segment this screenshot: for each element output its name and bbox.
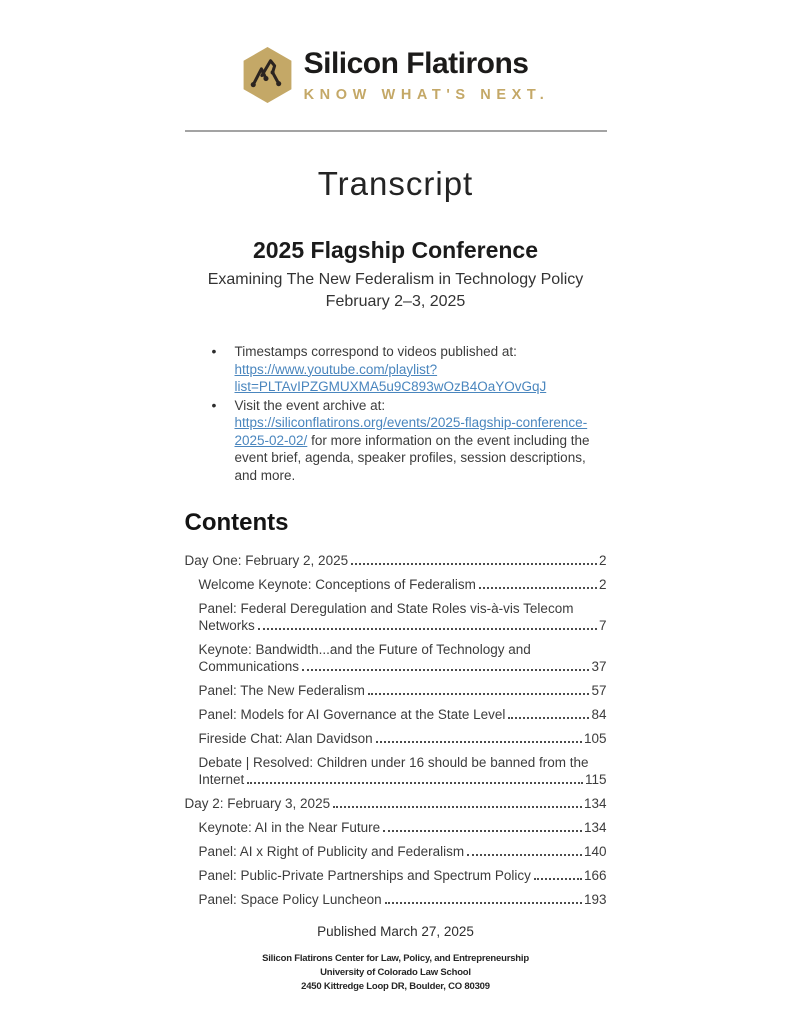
list-item: [185, 397, 607, 485]
toc-page-number: 140: [583, 844, 607, 859]
toc-entry-label: Day One: February 2, 2025: [184, 553, 349, 568]
contents-heading: Contents: [184, 509, 289, 536]
toc-dot-leader: [258, 628, 597, 630]
toc-page-number: 105: [583, 731, 607, 746]
mountain-peaks-icon: [242, 46, 293, 104]
footer-org: Silicon Flatirons Center for Law, Policy, and Entrepreneurship: [262, 953, 529, 964]
toc-entry: [199, 754, 607, 788]
toc-page-number: 57: [591, 683, 607, 698]
toc-entry-line: Panel: Federal Deregulation and State Roles vis-à-vis Telecom: [198, 601, 574, 616]
notes-list: [185, 343, 607, 484]
document-title: Transcript: [317, 165, 474, 202]
note-text: • Visit the event archive at:: [234, 397, 386, 413]
toc-entry: [199, 576, 607, 593]
event-subtitle: Examining The New Federalism in Technology Policy: [207, 271, 584, 288]
document-footer: [0, 952, 791, 995]
toc-dot-leader: [467, 854, 582, 856]
toc-page-number: 115: [584, 772, 607, 787]
toc-entry-label: Keynote: AI in the Near Future: [198, 820, 381, 835]
toc-dot-leader: [508, 717, 589, 719]
toc-entry: [199, 730, 607, 747]
footer-school: University of Colorado Law School: [320, 967, 471, 979]
toc-entry-label: Internet: [198, 772, 245, 787]
toc-page-number: 2: [598, 553, 607, 568]
toc-entry-label: Networks: [198, 618, 255, 633]
toc-entry-label: Panel: Space Policy Luncheon: [198, 892, 382, 907]
toc-page-number: 84: [591, 707, 607, 722]
toc-page-number: 134: [583, 796, 607, 811]
note-suffix-text: for more information on the event including the event brief, agenda, speaker profiles, session descriptions, and more.: [234, 432, 590, 483]
toc-entry: [199, 641, 607, 675]
footer-address: 2450 Kittredge Loop DR, Boulder, CO 80309: [301, 981, 490, 993]
toc-page-number: 37: [591, 659, 607, 674]
toc-entry-label: Communications: [198, 659, 300, 674]
toc-dot-leader: [368, 693, 590, 695]
toc-entry-label: Panel: The New Federalism: [198, 683, 365, 698]
event-dates: February 2–3, 2025: [325, 293, 466, 310]
hyperlink[interactable]: https://www.youtube.com/playlist?list=PLTAvIPZGMUXMA5u9C893wOzB4OaYOvGqJ: [234, 361, 547, 394]
toc-entry-line: Keynote: Bandwidth...and the Future of Technology and: [198, 642, 531, 657]
toc-entry: [185, 795, 607, 812]
brand-tagline: KNOW WHAT'S NEXT.: [303, 86, 550, 103]
toc-entry: [185, 552, 607, 569]
toc-entry: [199, 706, 607, 723]
toc-page-number: 2: [598, 577, 607, 592]
toc-dot-leader: [333, 806, 582, 808]
toc-entry: [199, 819, 607, 836]
toc-entry-label: Panel: Public-Private Partnerships and Spectrum Policy: [198, 868, 531, 883]
brand-text: [304, 47, 550, 103]
toc-entry-label: Panel: AI x Right of Publicity and Federalism: [198, 844, 465, 859]
list-item: [185, 343, 607, 396]
toc-entry: [199, 867, 607, 884]
toc-entry-label: Day 2: February 3, 2025: [184, 796, 331, 811]
event-heading-block: [185, 236, 607, 313]
brand-logo: [0, 46, 791, 104]
note-body: [235, 414, 607, 484]
toc-entry: [199, 843, 607, 860]
brand-name: Silicon Flatirons: [303, 47, 529, 81]
toc-dot-leader: [383, 830, 582, 832]
event-title: 2025 Flagship Conference: [252, 237, 539, 263]
toc-entry-line: Debate | Resolved: Children under 16 should be banned from the: [198, 755, 589, 770]
toc-entry-label: Welcome Keynote: Conceptions of Federalism: [198, 577, 476, 592]
toc-entry-label: Panel: Models for AI Governance at the State Level: [198, 707, 506, 722]
note-text: • Timestamps correspond to videos published at:: [234, 344, 517, 359]
published-date: Published March 27, 2025: [317, 924, 474, 939]
toc-entry: [199, 682, 607, 699]
toc-dot-leader: [479, 587, 597, 589]
toc-page-number: 7: [598, 618, 607, 633]
toc-page-number: 134: [583, 820, 607, 835]
toc-dot-leader: [534, 878, 582, 880]
header-divider: [185, 130, 607, 132]
toc-dot-leader: [351, 563, 597, 565]
toc-entry: [199, 891, 607, 908]
note-body: [235, 361, 607, 396]
brand-header: [0, 0, 791, 132]
table-of-contents: [185, 552, 607, 908]
toc-dot-leader: [376, 741, 582, 743]
toc-page-number: 193: [583, 892, 607, 907]
toc-page-number: 166: [583, 868, 607, 883]
toc-entry-label: Fireside Chat: Alan Davidson: [198, 731, 373, 746]
hyperlink[interactable]: https://siliconflatirons.org/events/2025-flagship-conference-2025-02-02/: [234, 415, 588, 448]
toc-entry: [199, 600, 607, 634]
toc-dot-leader: [302, 669, 589, 671]
toc-dot-leader: [385, 902, 582, 904]
toc-dot-leader: [247, 782, 583, 784]
